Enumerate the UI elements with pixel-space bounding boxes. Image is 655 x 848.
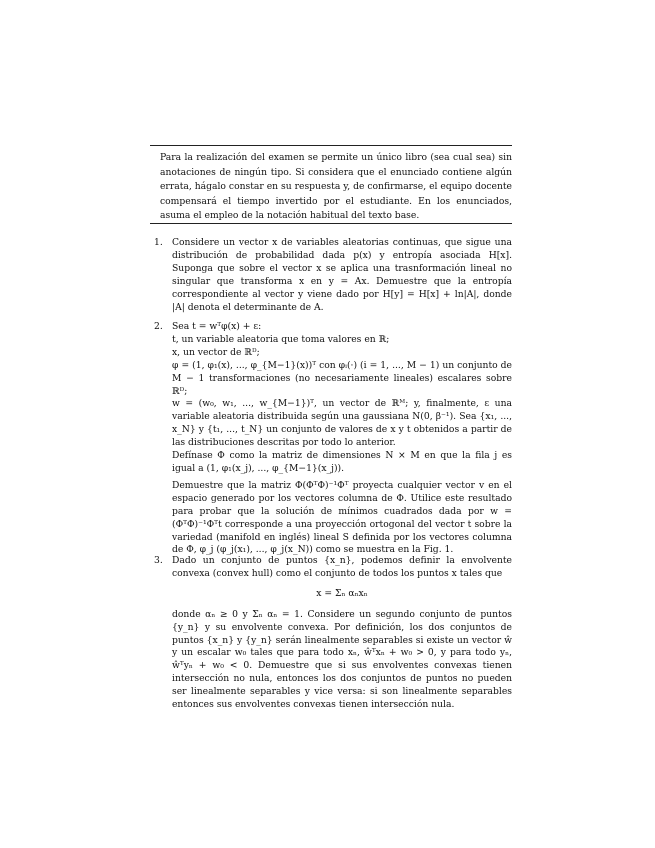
display-equation: x = Σₙ αₙxₙ xyxy=(316,587,368,599)
question-2 xyxy=(150,321,512,557)
definition-line: t, un variable aleatoria que toma valores en ℝ; xyxy=(172,333,390,345)
question-text: donde αₙ ≥ 0 y Σₙ αₙ = 1. Considere un segundo conjunto de puntos {y_n} y su envolvente convexa. Por definición, los dos conjuntos de puntos {x_n} y {y_n} serán linealmente separables si existe un vector ŵ y un escalar w₀ tales que para todo xₙ, ŵᵀxₙ + w₀ > 0, y para todo yₙ, ŵᵀyₙ + w₀ < 0. Demuestre que si sus envolventes convexas tienen intersección no nula, entonces los dos conjuntos de puntos no pueden ser linealmente separables y vice versa: si son linealmente separables entonces sus envolventes convexas tienen intersección nula. xyxy=(172,608,512,711)
question-number: 2. xyxy=(154,321,163,332)
question-text: Dado un conjunto de puntos {x_n}, podemos definir la envolvente convexa (convex hull) como el conjunto de todos los puntos x tales que xyxy=(172,555,512,579)
question-number: 1. xyxy=(154,237,163,248)
question-1 xyxy=(150,237,512,314)
question-text: Demuestre que la matriz Φ(ΦᵀΦ)⁻¹Φᵀ proyecta cualquier vector v en el espacio generado por los vectores columna de Φ. Utilice este resultado para probar que la solución de mínimos cuadrados dada por w = (ΦᵀΦ)⁻¹Φᵀt corresponde a una proyección ortogonal del vector t sobre la variedad (manifold en inglés) lineal S definida por los vectores columna de Φ, φ_j (φ_j(x₁), ..., φ_j(x_N)) como se muestra en la Fig. 1. xyxy=(172,479,512,556)
instructions-paragraph: Para la realización del examen se permite un único libro (sea cual sea) sin anotaciones de ningún tipo. Si considera que el enunciado contiene algún errata, hágalo constar en su respuesta y, de confirmarse, el equipo docente compensará el tiempo invertido por el estudiante. En los enunciados, asuma el empleo de la notación habitual del texto base. xyxy=(160,152,512,221)
question-text: Considere un vector x de variables aleatorias continuas, que sigue una distribución de probabilidad dada p(x) y entropía asociada H[x]. Suponga que sobre el vector x se aplica una trasnformación lineal no singular que transforma x en y = Ax. Demuestre que la entropía correspondiente al vector y viene dado por H[y] = H[x] + ln|A|, donde |A| denota el determinante de A. xyxy=(172,237,512,313)
top-rule xyxy=(150,145,512,146)
bottom-rule xyxy=(150,223,512,224)
question-3 xyxy=(150,555,512,712)
question-text: Defínase Φ como la matriz de dimensiones N × M en que la fila j es igual a (1, φ₁(x_j), ..., φ_{M−1}(x_j)). xyxy=(172,450,512,474)
definition-line: x, un vector de ℝᴰ; xyxy=(172,346,260,358)
question-number: 3. xyxy=(154,555,163,566)
question-line: Sea t = wᵀφ(x) + ε: xyxy=(172,321,262,332)
definition-line: w = (w₀, w₁, ..., w_{M−1})ᵀ, un vector de ℝᴹ; y, finalmente, ε una variable aleatoria distribuida según una gaussiana N(0, β⁻¹). Sea {x₁, ..., x_N} y {t₁, ..., t_N} un conjunto de valores de x y t obtenidos a partir de las distribuciones descritas por todo lo anterior. xyxy=(172,398,512,449)
definition-line: φ = (1, φ₁(x), ..., φ_{M−1}(x))ᵀ con φᵢ(·) (i = 1, ..., M − 1) un conjunto de M − 1 transformaciones (no necesariamente lineales) escalares sobre ℝᴰ; xyxy=(172,359,512,397)
